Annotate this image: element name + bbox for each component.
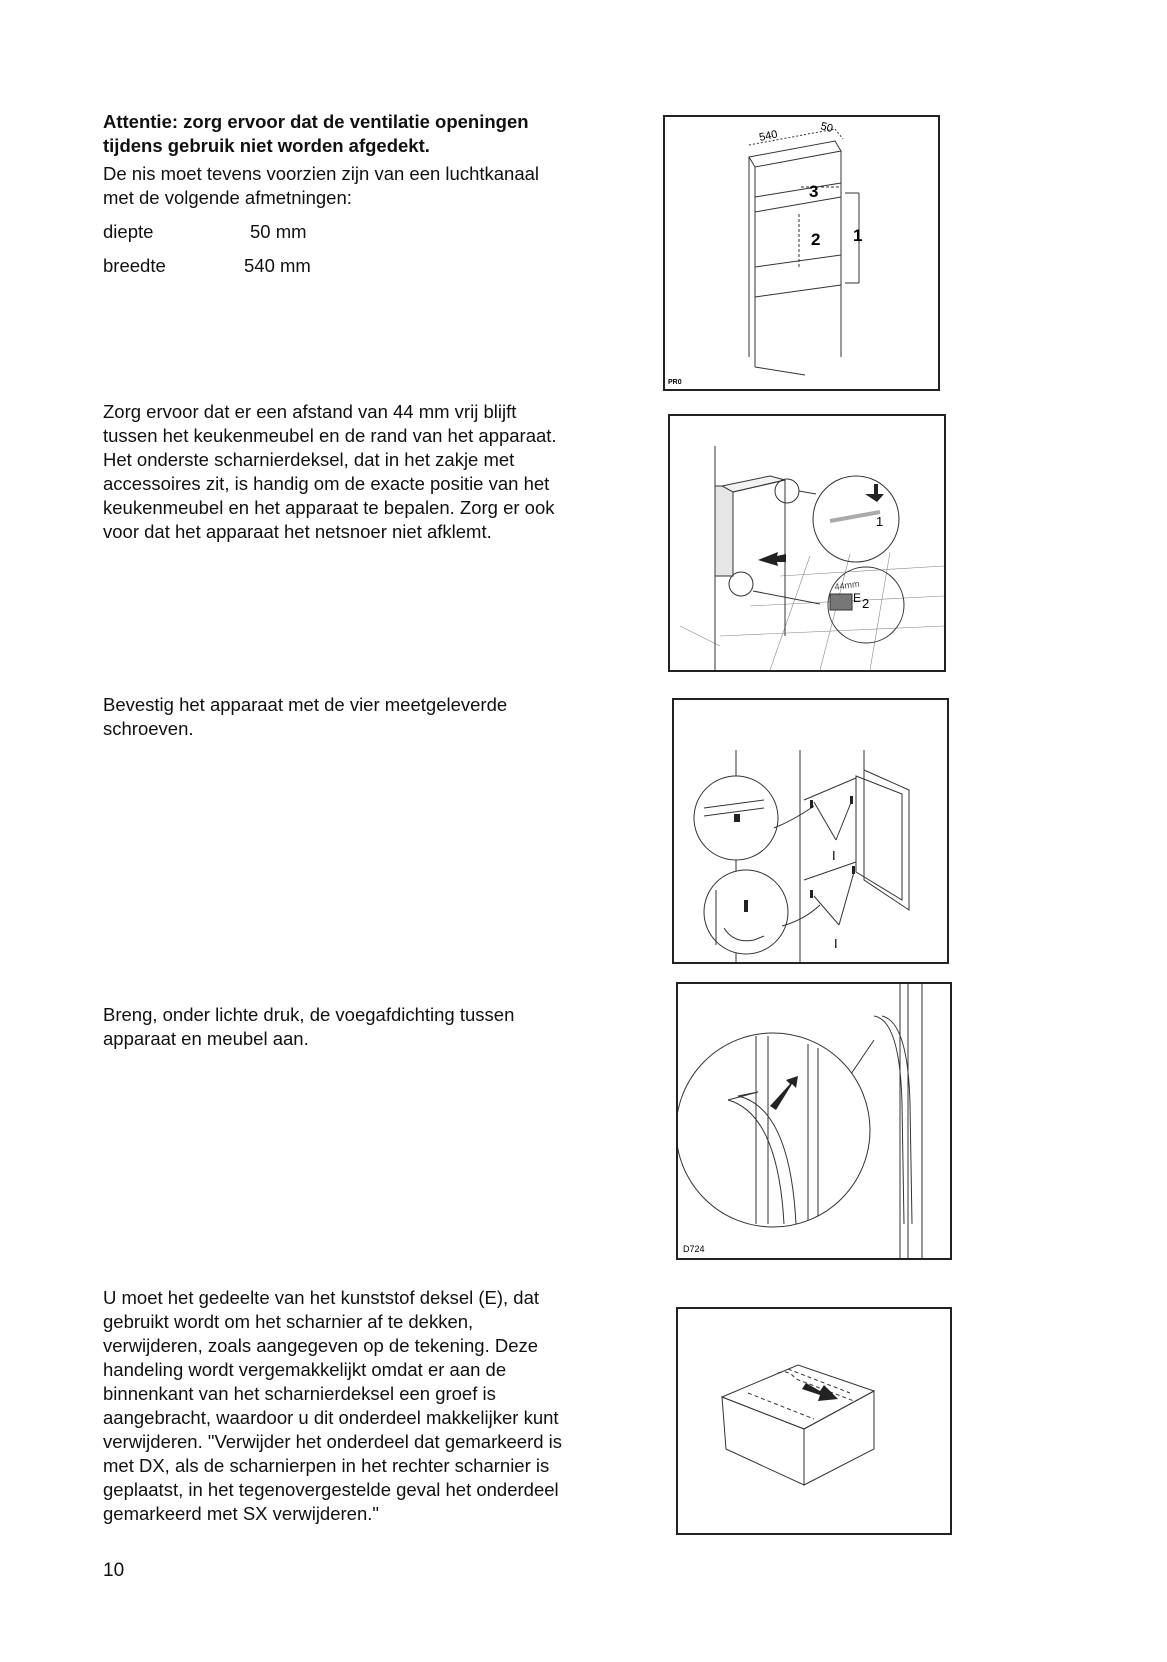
page-number: 10	[103, 1560, 125, 1581]
figure-niche-dimensions	[663, 115, 940, 391]
ventilation-warning: Attentie: zorg ervoor dat de ventilatie openingen tijdens gebruik niet worden afgedekt.	[103, 111, 529, 156]
dimension-row-width	[103, 254, 563, 280]
cover-text: U moet het gedeelte van het kunststof deksel (E), dat gebruikt wordt om het scharnier af te dekken, verwijderen, zoals aangegeven op de tekening. Deze handeling wordt vergemakkelijkt omdat er aan de binnenkant van het scharnierdeksel een groef is aangebracht, waardoor u dit onderdeel makkelijker kunt verwijderen. "Verwijder het onderdeel dat gemarkeerd is met DX, als de scharnierpen in het rechter scharnier is geplaatst, in het tegenovergestelde geval het onderdeel gemarkeerd met SX verwijderen."	[103, 1287, 563, 1524]
section-spacing	[103, 400, 563, 544]
dimension-50-label: 50	[819, 120, 835, 136]
section-ventilation	[103, 110, 563, 280]
section-screws	[103, 693, 563, 741]
spacing-text: Zorg ervoor dat er een afstand van 44 mm vrij blijft tussen het keukenmeubel en de rand van het apparaat. Het onderste scharnierdeksel, dat in het zakje met accessoires zit, is handig om de exacte positie van het keukenmeubel en het apparaat te bepalen. Zorg er ook voor dat het apparaat het netsnoer niet afklemt.	[103, 401, 557, 542]
spacing-diagram	[670, 416, 944, 670]
section-cover	[103, 1286, 563, 1526]
dimension-value: 540 mm	[244, 255, 311, 276]
callout-1: 1	[876, 514, 884, 529]
screw-callout-lower: I	[834, 936, 838, 951]
screws-text: Bevestig het apparaat met de vier meetgeleverde schroeven.	[103, 694, 508, 739]
callout-2: 2	[862, 596, 870, 611]
callout-2: 2	[811, 230, 821, 249]
seal-diagram	[678, 984, 950, 1258]
dimension-value: 50 mm	[250, 221, 307, 242]
callout-1: 1	[853, 226, 863, 245]
figure-code: PR0	[668, 379, 682, 386]
section-seal	[103, 1003, 563, 1051]
gap-tag: 44mm	[833, 578, 861, 592]
dimension-row-depth	[103, 220, 563, 246]
seal-text: Breng, onder lichte druk, de voegafdichting tussen apparaat en meubel aan.	[103, 1004, 515, 1049]
dimension-540-label: 540	[758, 128, 779, 144]
screws-diagram	[674, 700, 947, 962]
air-duct-intro: De nis moet tevens voorzien zijn van een luchtkanaal met de volgende afmetningen:	[103, 163, 540, 208]
screw-callout-upper: I	[832, 848, 836, 863]
niche-diagram	[665, 117, 938, 389]
dimension-label: diepte	[103, 221, 154, 242]
callout-3: 3	[809, 182, 819, 201]
figure-seal	[676, 982, 952, 1260]
cover-diagram	[678, 1309, 950, 1533]
dimension-label: breedte	[103, 255, 166, 276]
figure-screws	[672, 698, 949, 964]
figure-spacing	[668, 414, 946, 672]
callout-e: E	[853, 591, 862, 605]
figure-code: D724	[683, 1244, 705, 1254]
figure-cover	[676, 1307, 952, 1535]
